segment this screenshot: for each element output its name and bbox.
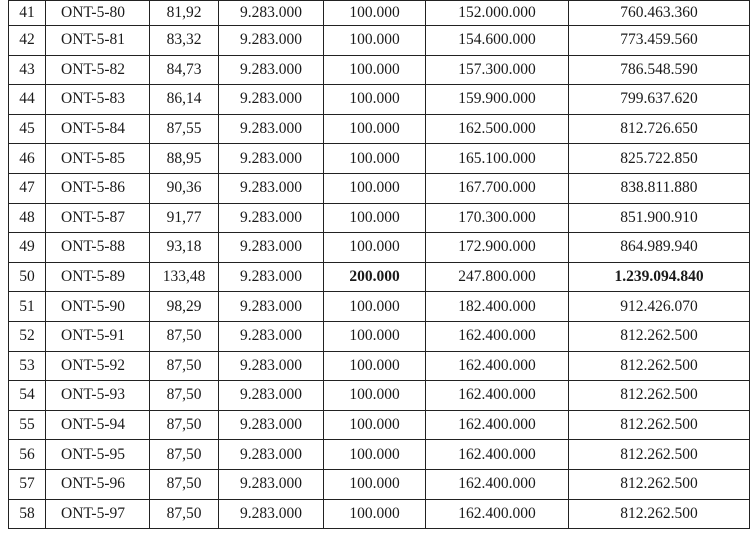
lot-code-cell: ONT-5-93 (46, 381, 150, 411)
land-price-table (8, 0, 750, 529)
row-number-cell: 54 (9, 381, 46, 411)
lot-code-cell: ONT-5-90 (46, 292, 150, 322)
table-row (9, 410, 750, 440)
fee-cell: 167.700.000 (426, 173, 569, 203)
row-number-cell: 55 (9, 410, 46, 440)
total-cell: 812.262.500 (569, 499, 750, 529)
lot-code-cell: ONT-5-82 (46, 55, 150, 85)
fee-cell: 170.300.000 (426, 203, 569, 233)
area-cell: 87,50 (150, 499, 219, 529)
total-cell: 812.262.500 (569, 469, 750, 499)
table-row (9, 85, 750, 115)
table-row (9, 203, 750, 233)
unit-price-cell: 9.283.000 (219, 410, 324, 440)
lot-code-cell: ONT-5-87 (46, 203, 150, 233)
table-row (9, 144, 750, 174)
total-cell: 786.548.590 (569, 55, 750, 85)
row-number-cell: 42 (9, 26, 46, 56)
total-cell: 760.463.360 (569, 1, 750, 26)
fee-cell: 157.300.000 (426, 55, 569, 85)
coefficient-cell: 100.000 (324, 144, 426, 174)
fee-cell: 182.400.000 (426, 292, 569, 322)
area-cell: 87,50 (150, 469, 219, 499)
unit-price-cell: 9.283.000 (219, 203, 324, 233)
unit-price-cell: 9.283.000 (219, 144, 324, 174)
unit-price-cell: 9.283.000 (219, 321, 324, 351)
area-cell: 86,14 (150, 85, 219, 115)
table-row (9, 1, 750, 26)
coefficient-cell: 100.000 (324, 55, 426, 85)
total-cell: 812.262.500 (569, 381, 750, 411)
row-number-cell: 56 (9, 440, 46, 470)
area-cell: 84,73 (150, 55, 219, 85)
unit-price-cell: 9.283.000 (219, 85, 324, 115)
row-number-cell: 52 (9, 321, 46, 351)
fee-cell: 162.400.000 (426, 440, 569, 470)
row-number-cell: 57 (9, 469, 46, 499)
coefficient-cell: 100.000 (324, 233, 426, 263)
table-row (9, 440, 750, 470)
lot-code-cell: ONT-5-96 (46, 469, 150, 499)
table-row (9, 321, 750, 351)
unit-price-cell: 9.283.000 (219, 440, 324, 470)
lot-code-cell: ONT-5-83 (46, 85, 150, 115)
coefficient-cell: 100.000 (324, 469, 426, 499)
table-row (9, 351, 750, 381)
fee-cell: 159.900.000 (426, 85, 569, 115)
total-cell: 812.726.650 (569, 114, 750, 144)
table-row (9, 55, 750, 85)
unit-price-cell: 9.283.000 (219, 469, 324, 499)
area-cell: 91,77 (150, 203, 219, 233)
coefficient-cell: 100.000 (324, 381, 426, 411)
coefficient-cell: 100.000 (324, 1, 426, 26)
area-cell: 87,50 (150, 440, 219, 470)
row-number-cell: 45 (9, 114, 46, 144)
unit-price-cell: 9.283.000 (219, 262, 324, 292)
unit-price-cell: 9.283.000 (219, 114, 324, 144)
total-cell: 812.262.500 (569, 410, 750, 440)
coefficient-cell: 100.000 (324, 351, 426, 381)
total-cell: 838.811.880 (569, 173, 750, 203)
lot-code-cell: ONT-5-94 (46, 410, 150, 440)
area-cell: 133,48 (150, 262, 219, 292)
total-cell: 864.989.940 (569, 233, 750, 263)
row-number-cell: 41 (9, 1, 46, 26)
unit-price-cell: 9.283.000 (219, 173, 324, 203)
land-price-table-wrapper (8, 0, 743, 529)
area-cell: 90,36 (150, 173, 219, 203)
row-number-cell: 46 (9, 144, 46, 174)
fee-cell: 162.400.000 (426, 351, 569, 381)
fee-cell: 165.100.000 (426, 144, 569, 174)
coefficient-cell: 100.000 (324, 173, 426, 203)
total-cell: 912.426.070 (569, 292, 750, 322)
coefficient-cell: 100.000 (324, 26, 426, 56)
fee-cell: 162.400.000 (426, 381, 569, 411)
total-cell: 812.262.500 (569, 351, 750, 381)
area-cell: 87,55 (150, 114, 219, 144)
area-cell: 87,50 (150, 321, 219, 351)
lot-code-cell: ONT-5-81 (46, 26, 150, 56)
table-row (9, 499, 750, 529)
lot-code-cell: ONT-5-86 (46, 173, 150, 203)
total-cell: 799.637.620 (569, 85, 750, 115)
row-number-cell: 53 (9, 351, 46, 381)
lot-code-cell: ONT-5-95 (46, 440, 150, 470)
row-number-cell: 43 (9, 55, 46, 85)
coefficient-cell: 100.000 (324, 410, 426, 440)
table-body (9, 1, 750, 529)
total-cell: 812.262.500 (569, 440, 750, 470)
fee-cell: 154.600.000 (426, 26, 569, 56)
row-number-cell: 47 (9, 173, 46, 203)
table-row (9, 26, 750, 56)
unit-price-cell: 9.283.000 (219, 233, 324, 263)
area-cell: 87,50 (150, 381, 219, 411)
row-number-cell: 48 (9, 203, 46, 233)
unit-price-cell: 9.283.000 (219, 1, 324, 26)
fee-cell: 152.000.000 (426, 1, 569, 26)
row-number-cell: 44 (9, 85, 46, 115)
fee-cell: 172.900.000 (426, 233, 569, 263)
fee-cell: 162.400.000 (426, 410, 569, 440)
coefficient-cell: 100.000 (324, 499, 426, 529)
area-cell: 98,29 (150, 292, 219, 322)
fee-cell: 162.400.000 (426, 321, 569, 351)
lot-code-cell: ONT-5-91 (46, 321, 150, 351)
table-row (9, 114, 750, 144)
lot-code-cell: ONT-5-84 (46, 114, 150, 144)
table-row (9, 173, 750, 203)
lot-code-cell: ONT-5-92 (46, 351, 150, 381)
area-cell: 81,92 (150, 1, 219, 26)
table-row (9, 381, 750, 411)
area-cell: 83,32 (150, 26, 219, 56)
unit-price-cell: 9.283.000 (219, 351, 324, 381)
row-number-cell: 58 (9, 499, 46, 529)
unit-price-cell: 9.283.000 (219, 292, 324, 322)
area-cell: 87,50 (150, 351, 219, 381)
fee-cell: 162.400.000 (426, 499, 569, 529)
area-cell: 93,18 (150, 233, 219, 263)
unit-price-cell: 9.283.000 (219, 381, 324, 411)
coefficient-cell: 100.000 (324, 440, 426, 470)
row-number-cell: 49 (9, 233, 46, 263)
lot-code-cell: ONT-5-85 (46, 144, 150, 174)
fee-cell: 247.800.000 (426, 262, 569, 292)
unit-price-cell: 9.283.000 (219, 55, 324, 85)
total-cell: 812.262.500 (569, 321, 750, 351)
fee-cell: 162.500.000 (426, 114, 569, 144)
table-row (9, 233, 750, 263)
area-cell: 87,50 (150, 410, 219, 440)
lot-code-cell: ONT-5-97 (46, 499, 150, 529)
coefficient-cell: 100.000 (324, 321, 426, 351)
total-cell: 825.722.850 (569, 144, 750, 174)
fee-cell: 162.400.000 (426, 469, 569, 499)
coefficient-cell: 100.000 (324, 292, 426, 322)
total-cell: 1.239.094.840 (569, 262, 750, 292)
coefficient-cell: 200.000 (324, 262, 426, 292)
coefficient-cell: 100.000 (324, 203, 426, 233)
row-number-cell: 51 (9, 292, 46, 322)
area-cell: 88,95 (150, 144, 219, 174)
total-cell: 851.900.910 (569, 203, 750, 233)
total-cell: 773.459.560 (569, 26, 750, 56)
coefficient-cell: 100.000 (324, 114, 426, 144)
coefficient-cell: 100.000 (324, 85, 426, 115)
unit-price-cell: 9.283.000 (219, 499, 324, 529)
lot-code-cell: ONT-5-88 (46, 233, 150, 263)
row-number-cell: 50 (9, 262, 46, 292)
table-row (9, 262, 750, 292)
unit-price-cell: 9.283.000 (219, 26, 324, 56)
lot-code-cell: ONT-5-80 (46, 1, 150, 26)
table-row (9, 292, 750, 322)
lot-code-cell: ONT-5-89 (46, 262, 150, 292)
table-row (9, 469, 750, 499)
